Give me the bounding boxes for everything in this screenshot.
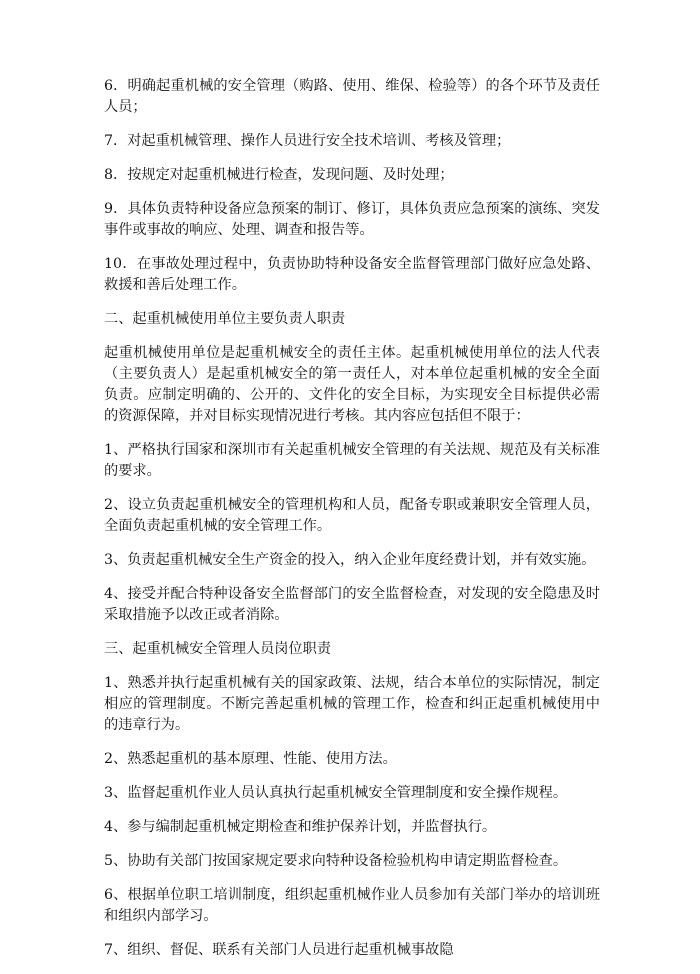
section-heading-2: 二、起重机械使用单位主要负责人职责	[104, 311, 346, 327]
section-2-item-4: 4、接受并配合特种设备安全监督部门的安全监督检查，对发现的安全隐患及时采取措施予以改正或者消除。	[104, 586, 600, 623]
section-3-item-1: 1、熟悉并执行起重机械有关的国家政策、法规，结合本单位的实际情况，制定相应的管理制度。不断完善起重机械的管理工作，检查和纠正起重机械使用中的违章行为。	[104, 675, 600, 733]
paragraph-item-9: 9．具体负责特种设备应急预案的制订、修订，具体负责应急预案的演练、突发事件或事故的响应、处理、调查和报告等。	[104, 201, 600, 238]
document-body	[104, 76, 600, 974]
section-3-item-6: 6、根据单位职工培训制度，组织起重机械作业人员参加有关部门举办的培训班和组织内部学习。	[104, 887, 600, 924]
section-2-intro: 起重机械使用单位是起重机械安全的责任主体。起重机械使用单位的法人代表（主要负责人）是起重机械安全的第一责任人，对本单位起重机械的安全全面负责。应制定明确的、公开的、文件化的安全目标，为实现安全目标提供必需的资源保障，并对目标实现情况进行考核。其内容应包括但不限于：	[104, 345, 600, 424]
section-heading-3: 三、起重机械安全管理人员岗位职责	[104, 641, 332, 657]
paragraph-item-7: 7．对起重机械管理、操作人员进行安全技术培训、考核及管理；	[104, 133, 511, 149]
paragraph-item-6: 6．明确起重机械的安全管理（购路、使用、维保、检验等）的各个环节及责任人员；	[104, 78, 600, 115]
section-2-item-3: 3、负责起重机械安全生产资金的投入，纳入企业年度经费计划，并有效实施。	[104, 552, 596, 568]
section-3-item-2: 2、熟悉起重机的基本原理、性能、使用方法。	[104, 751, 397, 767]
section-2-item-1: 1、严格执行国家和深圳市有关起重机械安全管理的有关法规、规范及有关标准的要求。	[104, 442, 600, 479]
section-3-item-4: 4、参与编制起重机械定期检查和维护保养计划，并监督执行。	[104, 819, 497, 835]
section-3-item-5: 5、协助有关部门按国家规定要求向特种设备检验机构申请定期监督检查。	[104, 853, 568, 869]
paragraph-item-10: 10．在事故处理过程中，负责协助特种设备安全监督管理部门做好应急处路、救援和善后处理工作。	[104, 256, 600, 293]
section-3-item-3: 3、监督起重机作业人员认真执行起重机械安全管理制度和安全操作规程。	[104, 785, 568, 801]
section-3-item-7: 7、组织、督促、联系有关部门人员进行起重机械事故隐	[104, 942, 454, 958]
paragraph-item-8: 8．按规定对起重机械进行检查，发现问题、及时处理；	[104, 167, 454, 183]
section-2-item-2: 2、设立负责起重机械安全的管理机构和人员，配备专职或兼职安全管理人员，全面负责起重机械的安全管理工作。	[104, 497, 600, 534]
